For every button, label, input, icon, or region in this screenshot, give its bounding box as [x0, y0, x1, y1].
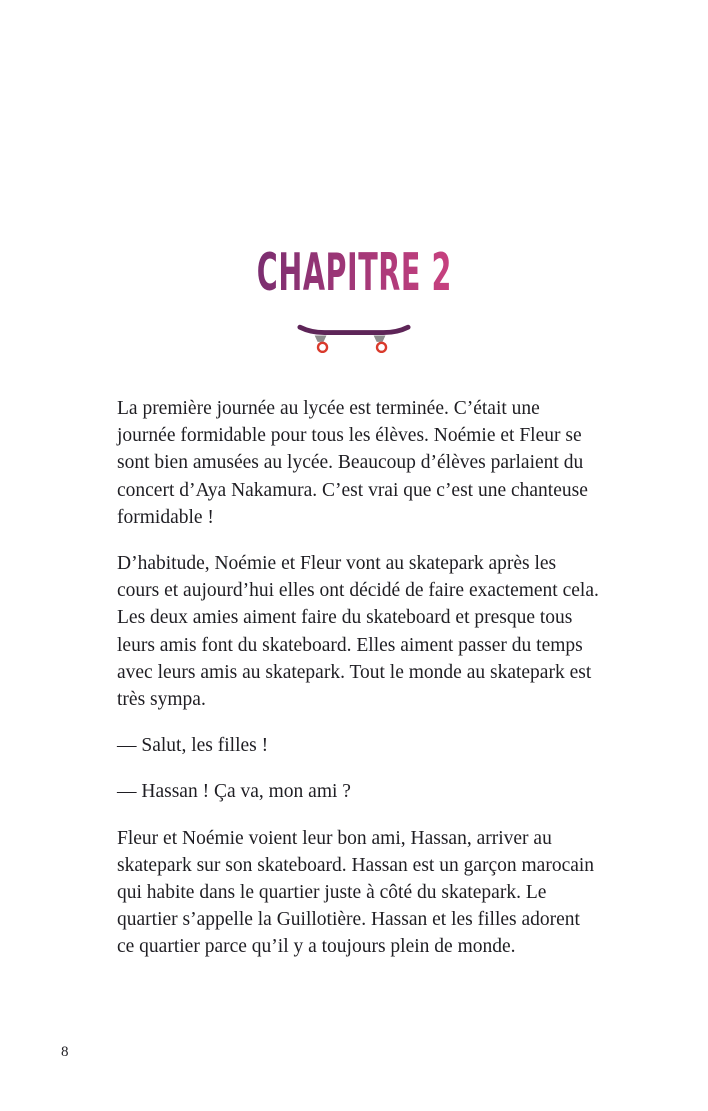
chapter-title: CHAPITRE 2: [256, 243, 452, 303]
skateboard-truck-right: [374, 336, 386, 342]
skateboard-icon-container: [0, 318, 708, 356]
skateboard-deck: [300, 327, 408, 332]
skateboard-truck-left: [315, 336, 327, 342]
page-number: 8: [61, 1044, 69, 1060]
body-paragraph: La première journée au lycée est terminée. C’était une journée formidable pour tous les élèves. Noémie et Fleur se sont bien amusées au lycée. Beaucoup d’élèves parlaient du concert d’Aya Nakamura. C’est vrai que c’est une chanteuse formidable !: [117, 398, 588, 528]
body-paragraph: — Salut, les filles !: [117, 735, 269, 757]
skateboard-icon: [295, 318, 413, 356]
body-paragraph: — Hassan ! Ça va, mon ami ?: [117, 781, 351, 803]
chapter-title-container: [0, 243, 708, 311]
body-paragraph: Fleur et Noémie voient leur bon ami, Hassan, arriver au skatepark sur son skateboard. Hassan est un garçon marocain qui habite dans le quartier juste à côté du skatepark. Le quartier s’appelle la Guillotière. Hassan et les filles adorent ce quartier parce qu’il y a toujours plein de monde.: [117, 827, 595, 958]
skateboard-wheel-left: [318, 343, 327, 352]
skateboard-wheel-right: [377, 343, 386, 352]
body-paragraph: D’habitude, Noémie et Fleur vont au skatepark après les cours et aujourd’hui elles ont décidé de faire exactement cela. Les deux amies aiment faire du skateboard et presque tous leurs amis font du skateboard. Elles aiment passer du temps avec leurs amis au skatepark. Tout le monde au skatepark est très sympa.: [117, 553, 599, 711]
body-text: [117, 395, 599, 980]
